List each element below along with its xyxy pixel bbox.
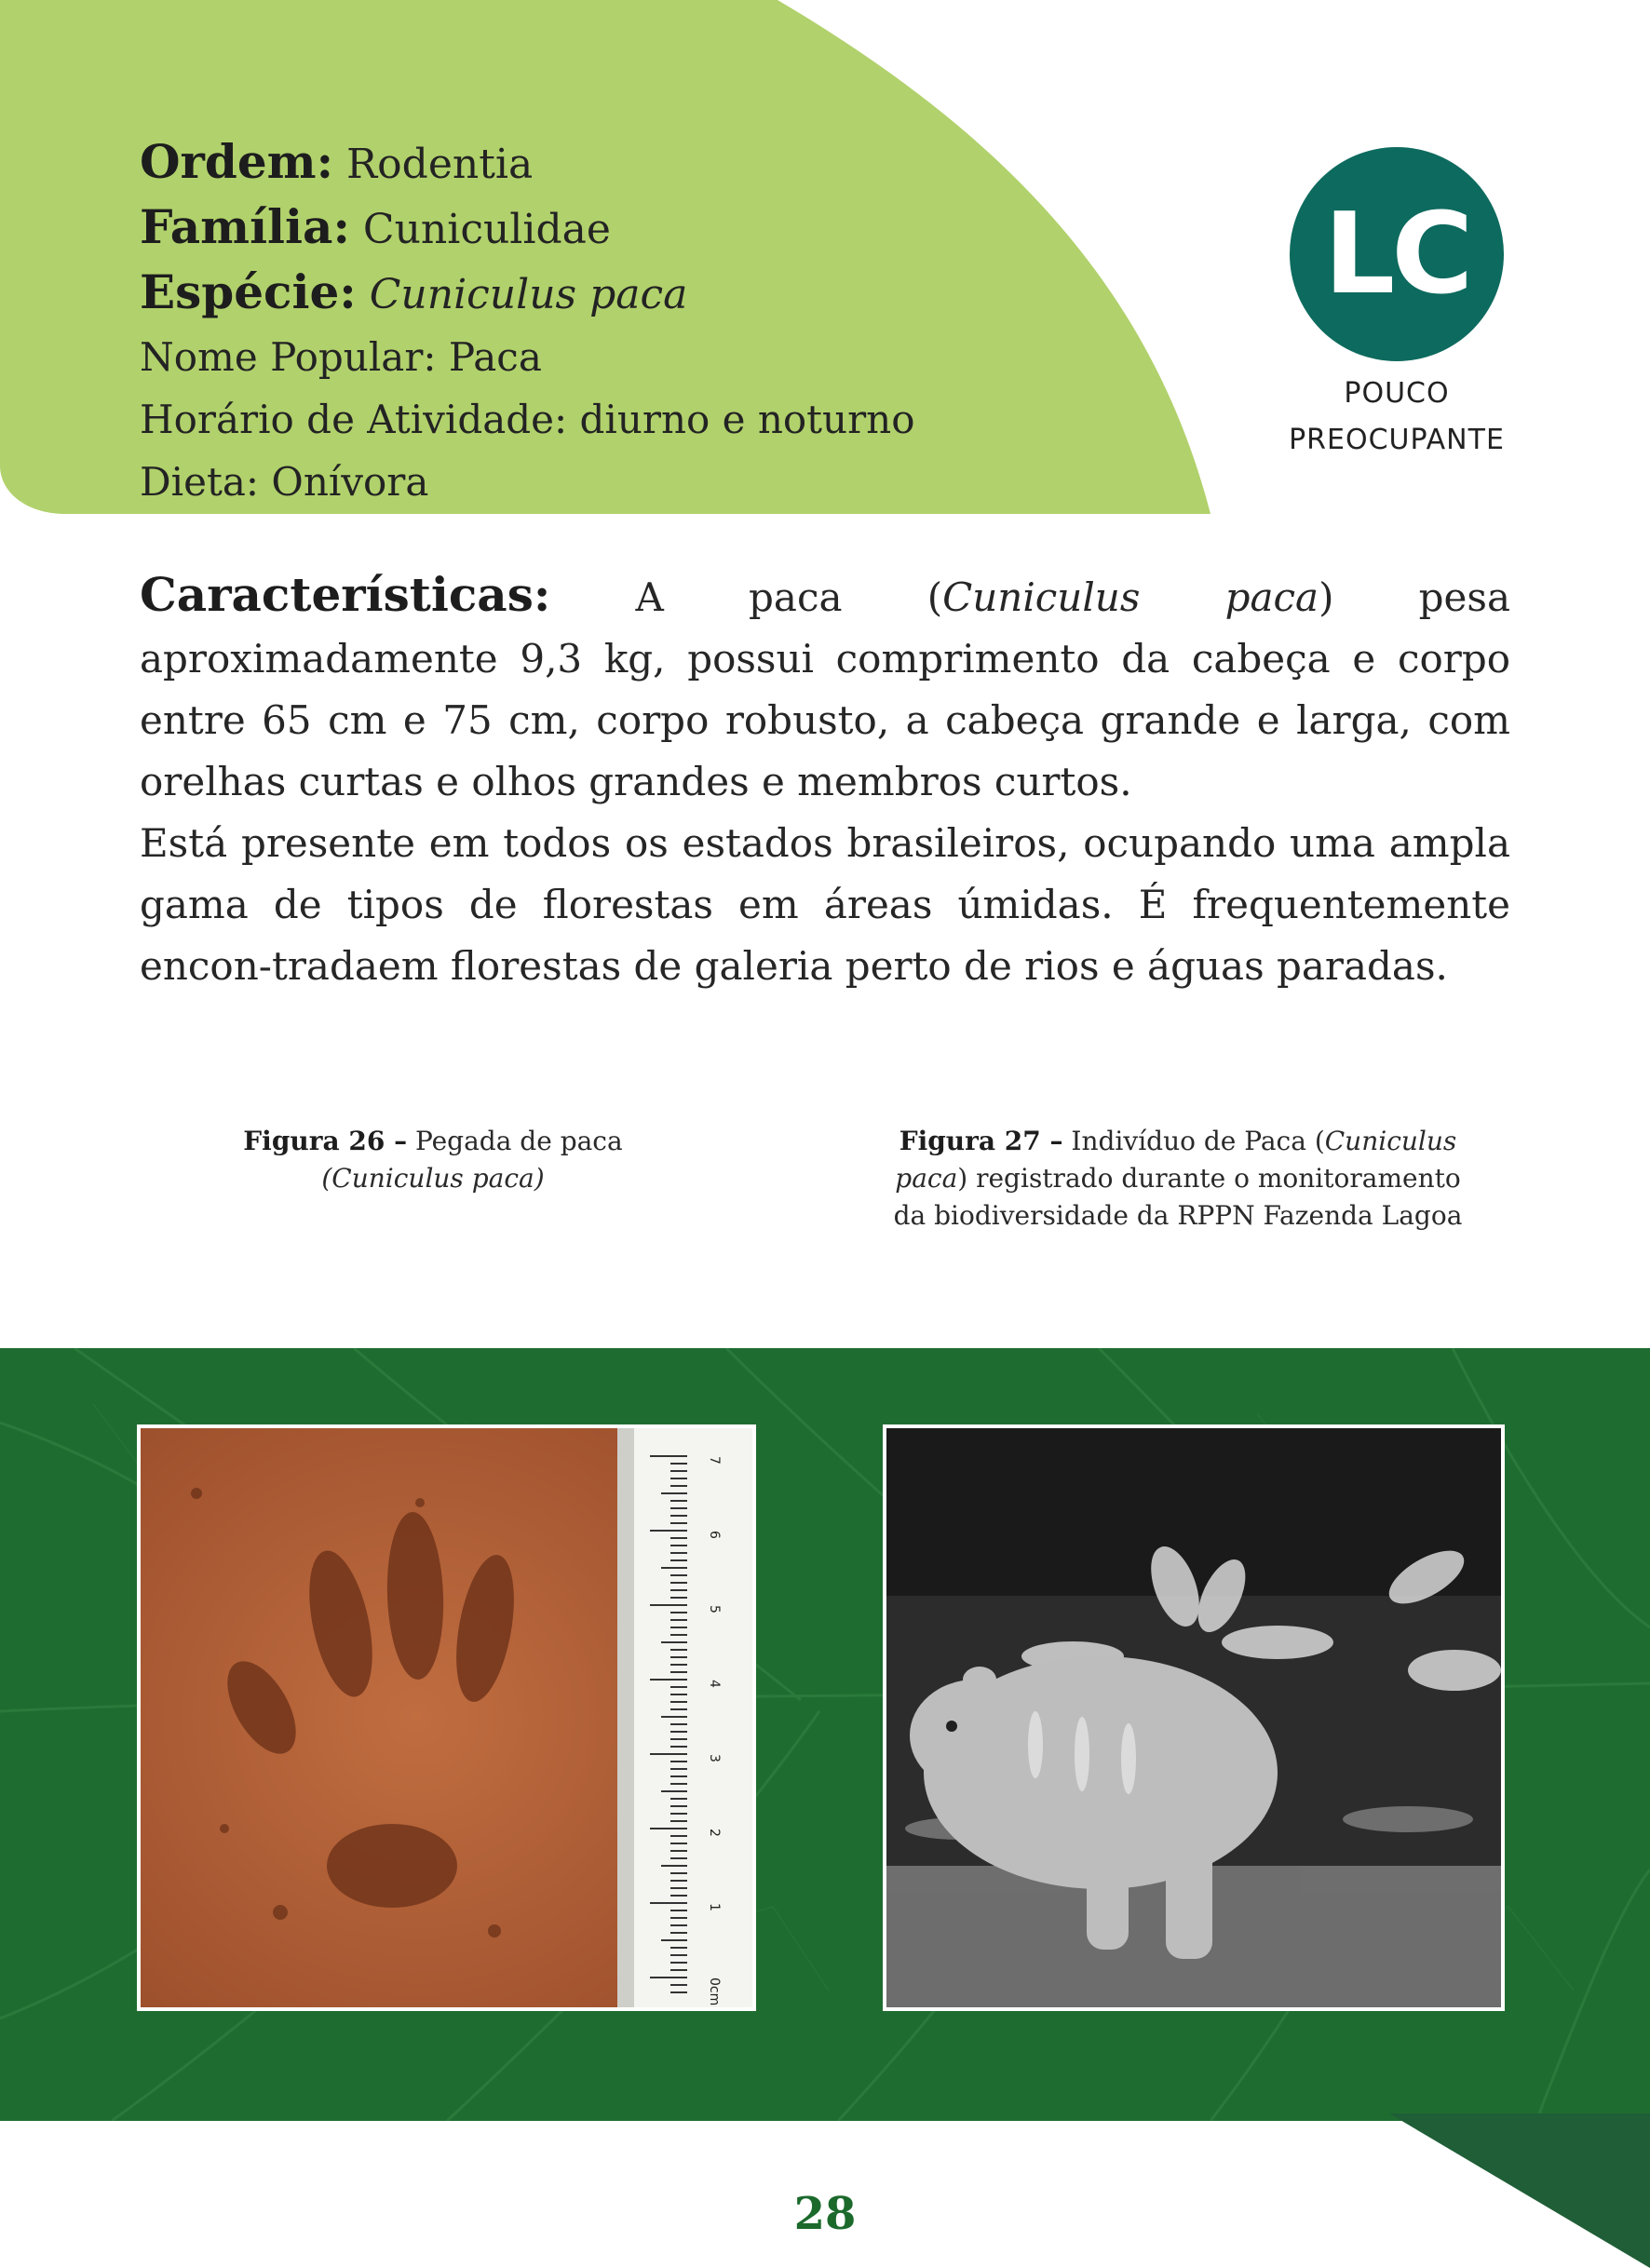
order-value: Rodentia <box>346 141 534 188</box>
ruler-number: 5 <box>707 1605 722 1613</box>
page-number: 28 <box>793 2188 857 2240</box>
bottom-corner-wedge <box>1304 2113 1650 2268</box>
figure-27-caption <box>875 1123 1481 1235</box>
species-line <box>140 261 1210 326</box>
ruler-number: 0cm <box>707 1978 722 2006</box>
figure-26-photo <box>137 1424 756 2011</box>
figure-26-species: (Cuniculus paca) <box>321 1163 545 1194</box>
conservation-status-caption <box>1248 371 1546 464</box>
characteristics-label: Características: <box>140 567 551 622</box>
characteristics-section <box>140 564 1510 997</box>
characteristics-text-a: A paca ( <box>550 574 943 620</box>
conservation-status-badge: LC <box>1290 147 1504 361</box>
figure-27-label: Figura 27 – <box>899 1126 1063 1156</box>
characteristics-paragraph-1 <box>140 564 1510 813</box>
characteristics-text-b: ) pesa aproximadamente 9,3 kg, possui comprimento da cabeça e corpo entre 65 cm e 75 cm, corpo robusto, a cabeça grande e larga, com orelhas curtas e olhos grandes e membros curtos. <box>140 574 1510 804</box>
figure-26-label: Figura 26 – <box>243 1126 408 1156</box>
activity-time: Horário de Atividade: diurno e noturno <box>140 397 915 442</box>
ruler-number: 1 <box>707 1903 722 1911</box>
figure-27-text-a: Indivíduo de Paca ( <box>1062 1126 1325 1156</box>
status-caption-line1: POUCO <box>1344 377 1450 410</box>
characteristics-paragraph-2: Está presente em todos os estados brasileiros, ocupando uma ampla gama de tipos de florestas em áreas úmidas. É frequentemente encon-tradaem florestas de galeria perto de rios e águas paradas. <box>140 820 1510 989</box>
figure-26-text: Pegada de paca <box>407 1126 623 1156</box>
diet: Dieta: Onívora <box>140 459 429 505</box>
species-value: Cuniculus paca <box>369 271 688 318</box>
figure-26-caption <box>223 1123 642 1197</box>
family-value: Cuniculidae <box>362 206 611 253</box>
characteristics-species: Cuniculus paca <box>942 574 1319 620</box>
figure-27-species: Cuniculus paca <box>895 1126 1457 1194</box>
common-name: Nome Popular: Paca <box>140 334 542 380</box>
footprint-illustration <box>141 1428 752 2007</box>
family-line <box>140 196 1210 261</box>
ruler-number: 2 <box>707 1829 722 1837</box>
camera-trap-illustration <box>886 1428 1501 2007</box>
taxonomy-block <box>140 130 1210 513</box>
figure-27-text-b: ) registrado durante o monitoramento da biodiversidade da RPPN Fazenda Lagoa <box>893 1163 1463 1231</box>
ruler-number: 6 <box>707 1531 722 1539</box>
order-label: Ordem: <box>140 134 334 189</box>
ruler-number: 7 <box>707 1456 722 1465</box>
order-line <box>140 130 1210 196</box>
figure-27-photo <box>883 1424 1505 2011</box>
status-caption-line2: PREOCUPANTE <box>1289 424 1505 456</box>
ruler-number: 3 <box>707 1754 722 1762</box>
family-label: Família: <box>140 199 350 254</box>
ruler-number: 4 <box>707 1680 722 1688</box>
species-label: Espécie: <box>140 264 357 319</box>
